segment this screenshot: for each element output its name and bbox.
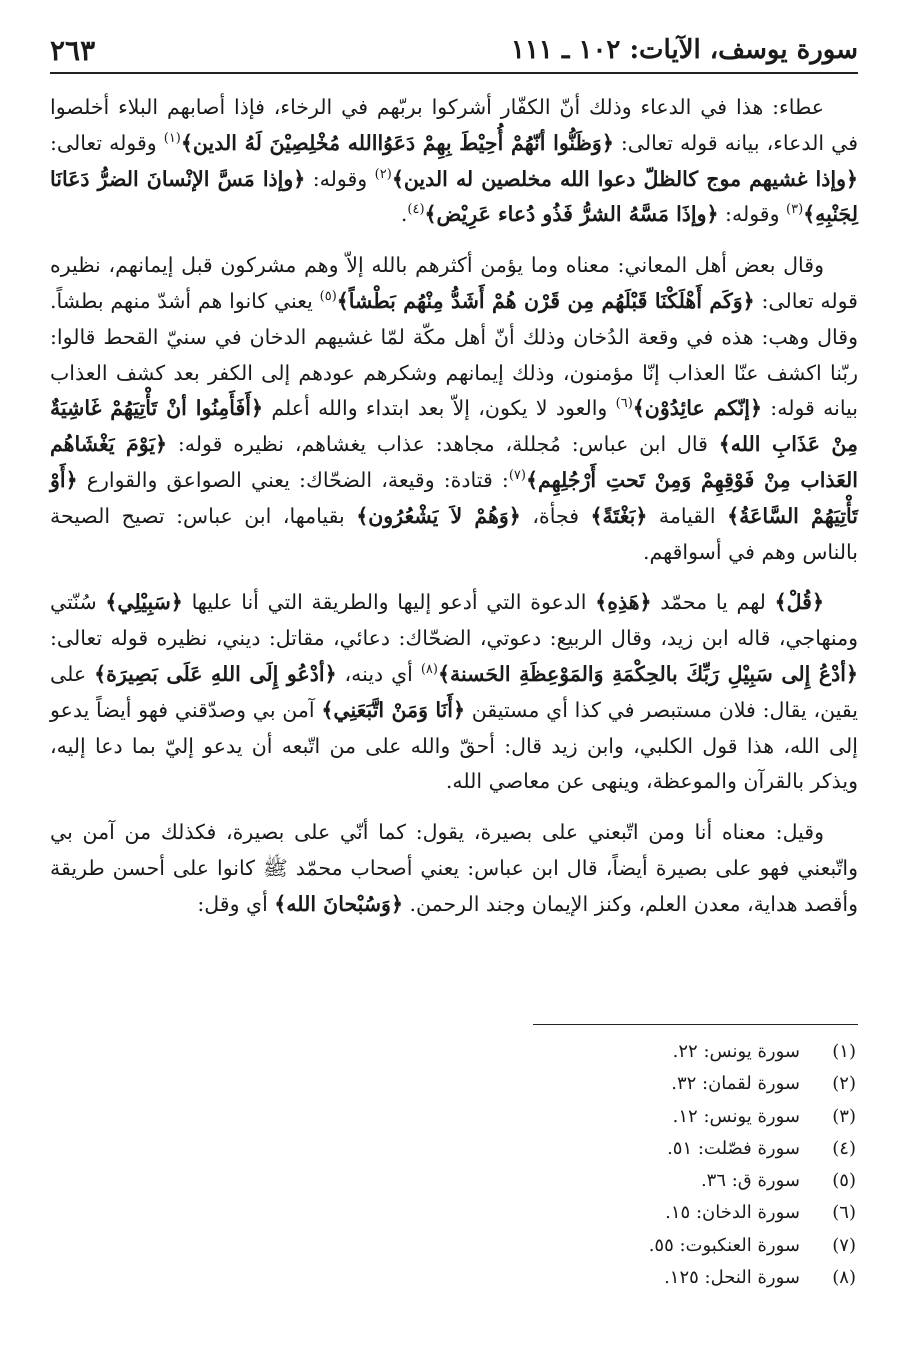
text-run: على يقين، يقال: فلان مستبصر في كذا أي مستيقن — [50, 661, 858, 722]
footnote-ref: (١) — [163, 130, 181, 146]
page-number: ٢٦٣ — [50, 33, 96, 67]
text-run: وقيل: معناه أنا ومن اتّبعني على بصيرة، يقول: كما أنّي على بصيرة، فكذلك من آمن بي واتّبعني فهو على بصيرة أيضاً، قال ابن عباس: يعني أصحاب محمّد ﷺ كانوا على أحسن طريقة وأقصد هداية، معدن العلم، وكنز الإيمان وجند الرحمن. — [50, 820, 858, 916]
text-run: فجأة، — [520, 503, 591, 528]
quran-verse: ﴿وإذا مَسَّ الإنْسانَ الضرُّ دَعَانَا لِجَنْبِهِ﴾ — [50, 166, 858, 227]
text-run: قال ابن عباس: مُجللة، مجاهد: عذاب يغشاهم، نظيره قوله: — [167, 432, 719, 457]
text-run: . — [400, 202, 408, 227]
body-text — [50, 90, 858, 938]
quran-verse: ﴿وَكَم أَهْلَكْنَا قَبْلَهُم مِن قَرْن هُمْ أَشَدُّ مِنْهُم بَطْشاً﴾ — [336, 288, 755, 313]
footnote-ref: (٧) — [508, 468, 526, 484]
quran-verse: ﴿سَبِيْلِي﴾ — [105, 590, 183, 615]
text-run: عطاء: هذا في الدعاء وذلك أنّ الكفّار أشركوا بربّهم في الرخاء، فإذا أصابهم البلاء أخلصوا في الدعاء، بيانه قوله تعالى: — [50, 95, 859, 155]
text-run: وقوله: — [718, 202, 786, 227]
running-title: سورة يوسف، الآيات: ١٠٢ ـ ١١١ — [510, 35, 858, 65]
footnote-text: سورة النحل: ١٢٥. — [664, 1267, 800, 1289]
footnote-ref: (٣) — [786, 202, 804, 218]
footnote-number: (٢) — [832, 1073, 856, 1095]
footnote-item — [356, 1101, 856, 1133]
footnote-text: سورة الدخان: ١٥. — [665, 1202, 800, 1224]
footnote-separator — [533, 1024, 858, 1025]
footnote-ref: (٨) — [420, 662, 438, 678]
quran-verse: ﴿أدْعُ إِلى سَبِيْلِ رَبِّكَ بالحِكْمَةِ وَالمَوْعِظَةِ الحَسنة﴾ — [437, 661, 858, 686]
footnote-number: (٣) — [832, 1105, 856, 1127]
text-run: أي دينه، — [336, 661, 421, 686]
footnote-item — [356, 1197, 856, 1229]
footnote-number: (٤) — [832, 1137, 856, 1159]
quran-verse: ﴿وَهُمْ لاَ يَشْعُرُون﴾ — [356, 503, 521, 528]
quran-verse: ﴿قُلْ﴾ — [774, 590, 824, 615]
footnote-item — [356, 1262, 856, 1294]
text-run: وقال بعض أهل المعاني: معناه وما يؤمن أكثرهم بالله إلاّ وهم مشركون قبل إيمانهم، نظيره قوله تعالى: — [50, 253, 858, 313]
footnote-number: (٥) — [832, 1170, 856, 1192]
footnote-ref: (٥) — [319, 289, 337, 305]
quran-verse: ﴿وَسُبْحانَ الله﴾ — [274, 891, 403, 916]
footnote-text: سورة فصّلت: ٥١. — [667, 1137, 800, 1159]
text-run: الدعوة التي أدعو إليها والطريقة التي أنا عليها — [182, 590, 596, 615]
footnote-ref: (٦) — [615, 396, 633, 412]
text-run: بقيامها، ابن عباس: تصيح الصيحة بالناس وهم في أسواقهم. — [50, 503, 858, 564]
text-run: لهم يا محمّد — [651, 590, 775, 615]
footnote-text: سورة ق: ٣٦. — [700, 1170, 800, 1192]
footnote-item — [356, 1133, 856, 1165]
quran-verse: ﴿إنّكم عائِدُوْن﴾ — [632, 396, 762, 421]
quran-verse: ﴿يَوْمَ يَغْشَاهُم العَذاب مِنْ فَوْقِهِمْ وَمِنْ تَحتِ أَرْجُلِهِم﴾ — [50, 432, 858, 492]
paragraph — [50, 248, 858, 570]
text-run: أي وقل: — [197, 891, 275, 916]
footnote-text: سورة يونس: ١٢. — [672, 1105, 800, 1127]
quran-verse: ﴿وإذَا مَسَّهُ الشرُّ فَذُو دُعاء عَرِيْض﴾ — [424, 202, 719, 227]
text-run: القيامة — [647, 503, 728, 528]
text-run: والعود لا يكون، إلاّ بعد ابتداء والله أعلم — [263, 396, 616, 421]
quran-verse: ﴿هَذِهِ﴾ — [595, 590, 652, 615]
paragraph — [50, 585, 858, 800]
text-run: وقوله تعالى: — [50, 130, 164, 155]
footnote-ref: (٤) — [407, 202, 425, 218]
quran-verse: ﴿أَنَا وَمَنْ اتَّبَعَنِي﴾ — [321, 697, 466, 722]
footnote-item — [356, 1230, 856, 1262]
quran-verse: ﴿بَغْتَةً﴾ — [590, 503, 648, 528]
quran-verse: ﴿أَوْ تَأْتِيَهُمْ السَّاعَةُ﴾ — [50, 467, 858, 528]
footnote-item — [356, 1165, 856, 1197]
footnote-text: سورة العنكبوت: ٥٥. — [648, 1234, 800, 1256]
quran-verse: ﴿وَظَنُّوا أنّهُمْ أُحِيْطَ بِهِمْ دَعَوُاالله مُخْلِصِيْنَ لَهُ الدين﴾ — [180, 130, 614, 155]
footnote-number: (٧) — [832, 1234, 856, 1256]
footnote-item — [356, 1036, 856, 1068]
text-run: : قتادة: وقيعة، الضحّاك: يعني الصواعق والقوارع — [77, 467, 509, 492]
paragraph — [50, 90, 858, 233]
footnote-text: سورة لقمان: ٣٢. — [671, 1073, 800, 1095]
quran-verse: ﴿أدْعُو إِلَى اللهِ عَلَى بَصِيرَة﴾ — [94, 661, 337, 686]
text-run: وقوله: — [305, 166, 375, 191]
page-header — [50, 28, 858, 74]
text-run: سُنّتي ومنهاجي، قاله ابن زيد، وقال الربيع: دعوتي، الضحّاك: دعائي، مقاتل: ديني، نظيره قوله تعالى: — [50, 590, 858, 651]
footnote-item — [356, 1068, 856, 1100]
footnote-number: (٦) — [832, 1202, 856, 1224]
text-run: آمن بي وصدّقني فهو أيضاً يدعو إلى الله، هذا قول الكلبي، وابن زيد قال: أحقّ والله على من اتّبعه أن يدعو إليّ بما دعا إليه، ويذكر بالقرآن والموعظة، وينهى عن معاصي الله. — [50, 697, 858, 794]
quran-verse: ﴿أَفَأَمِنُوا أنْ تَأْتِيَهُمْ غَاشِيَةٌ مِنْ عَذَابِ الله﴾ — [50, 396, 858, 457]
footnote-ref: (٢) — [374, 166, 392, 182]
quran-verse: ﴿وإذا غشيهم موج كالظلّ دعوا الله مخلصين له الدين﴾ — [391, 166, 858, 191]
footnote-number: (١) — [832, 1041, 856, 1062]
footnote-number: (٨) — [832, 1267, 856, 1289]
footnote-text: سورة يونس: ٢٢. — [672, 1041, 800, 1062]
paragraph — [50, 815, 858, 922]
footnotes — [356, 1036, 856, 1294]
text-run: يعني كانوا هم أشدّ منهم بطشاً. وقال وهب: هذه في وقعة الدُخان وذلك أنّ أهل مكّة لمّا غشيهم الدخان في سنيّ القحط قالوا: ربّنا اكشف عنّا العذاب إنّا مؤمنون، وذلك إيمانهم وشكرهم عودهم إلى الكفر بعد كشف العذاب بيانه قوله: — [50, 288, 858, 421]
